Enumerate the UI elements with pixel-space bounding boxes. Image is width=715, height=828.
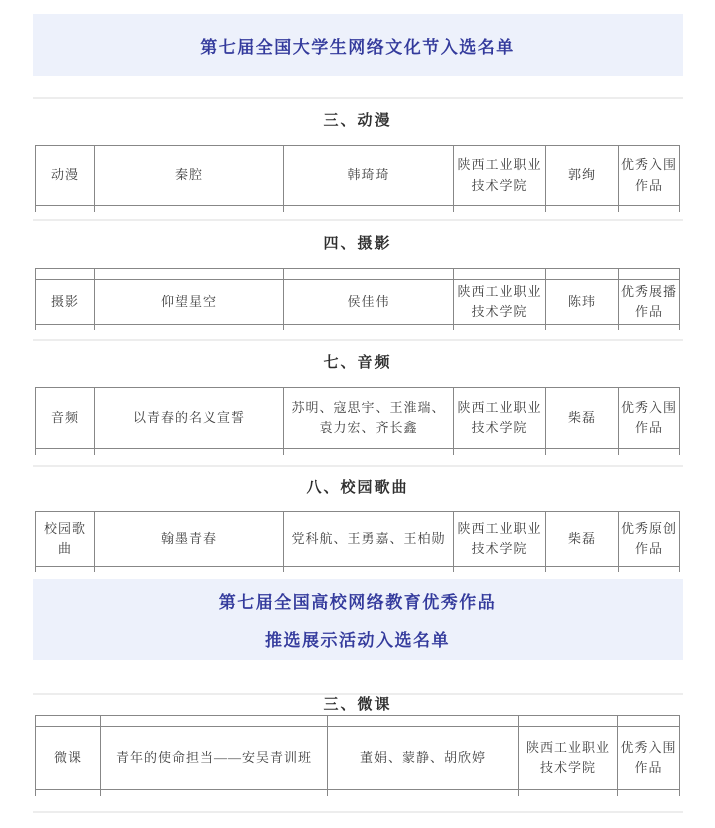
table-row <box>36 146 680 206</box>
section-heading-photography: 四、摄影 <box>323 235 392 252</box>
audio-table <box>35 387 680 455</box>
college-cell: 陕西工业职业技术学院 <box>454 511 546 566</box>
author-cell: 韩琦琦 <box>284 146 454 206</box>
author-cell: 党科航、王勇嘉、王柏勋 <box>284 511 454 566</box>
author-cell: 侯佳伟 <box>284 279 454 324</box>
photography-table <box>35 268 680 331</box>
banner-title: 第七届全国大学生网络文化节入选名单 <box>200 37 515 57</box>
clipped-row <box>36 206 680 212</box>
banner-title-line-2: 推选展示活动入选名单 <box>265 631 450 651</box>
table-row <box>36 727 680 790</box>
work-title-cell: 翰墨青春 <box>95 511 284 566</box>
section-photography <box>33 219 683 331</box>
clipped-row <box>36 268 680 279</box>
banner-network-culture-festival <box>33 14 683 76</box>
category-cell: 音频 <box>36 388 95 449</box>
section-campus-song <box>33 465 683 573</box>
author-cell: 苏明、寇思宇、王淮瑞、袁力宏、齐长鑫 <box>284 388 454 449</box>
section-heading-comics: 三、动漫 <box>323 113 392 129</box>
clipped-row <box>36 566 680 572</box>
category-cell: 微课 <box>36 727 101 790</box>
work-title-cell: 仰望星空 <box>95 279 284 324</box>
instructor-cell: 郭绚 <box>546 146 619 206</box>
section-heading-campus-song: 八、校园歌曲 <box>306 479 409 496</box>
instructor-cell: 陈玮 <box>546 279 619 324</box>
banner-title-line-1: 第七届全国高校网络教育优秀作品 <box>218 593 497 613</box>
college-cell: 陕西工业职业技术学院 <box>454 388 546 449</box>
college-cell: 陕西工业职业技术学院 <box>454 279 546 324</box>
table-row <box>36 279 680 324</box>
micro-course-table <box>35 715 680 796</box>
section-audio <box>33 339 683 455</box>
clipped-row <box>36 449 680 455</box>
table-row <box>36 511 680 566</box>
award-cell: 优秀入围作品 <box>618 727 680 790</box>
college-cell: 陕西工业职业技术学院 <box>519 727 618 790</box>
banner-network-education <box>33 579 683 660</box>
author-cell: 董娟、蒙静、胡欣婷 <box>328 727 519 790</box>
award-cell: 优秀入围作品 <box>619 388 680 449</box>
category-cell: 校园歌曲 <box>36 511 95 566</box>
work-title-cell: 以青春的名义宣誓 <box>95 388 284 449</box>
work-title-cell: 青年的使命担当——安吴青训班 <box>101 727 328 790</box>
bottom-divider <box>33 811 683 813</box>
document-content <box>33 0 683 813</box>
instructor-cell: 柴磊 <box>546 388 619 449</box>
comics-table <box>35 145 680 212</box>
clipped-row <box>36 716 680 727</box>
work-title-cell: 秦腔 <box>95 146 284 206</box>
award-cell: 优秀展播作品 <box>619 279 680 324</box>
award-cell: 优秀原创作品 <box>619 511 680 566</box>
section-micro-course <box>33 693 683 796</box>
section-heading-audio: 七、音频 <box>323 355 392 372</box>
category-cell: 动漫 <box>36 146 95 206</box>
instructor-cell: 柴磊 <box>546 511 619 566</box>
clipped-row <box>36 324 680 330</box>
table-row <box>36 388 680 449</box>
section-heading-micro-course: 三、微课 <box>323 697 392 714</box>
category-cell: 摄影 <box>36 279 95 324</box>
clipped-row <box>36 790 680 796</box>
college-cell: 陕西工业职业技术学院 <box>454 146 546 206</box>
award-cell: 优秀入围作品 <box>619 146 680 206</box>
section-comics <box>33 97 683 212</box>
campus-song-table <box>35 511 680 573</box>
